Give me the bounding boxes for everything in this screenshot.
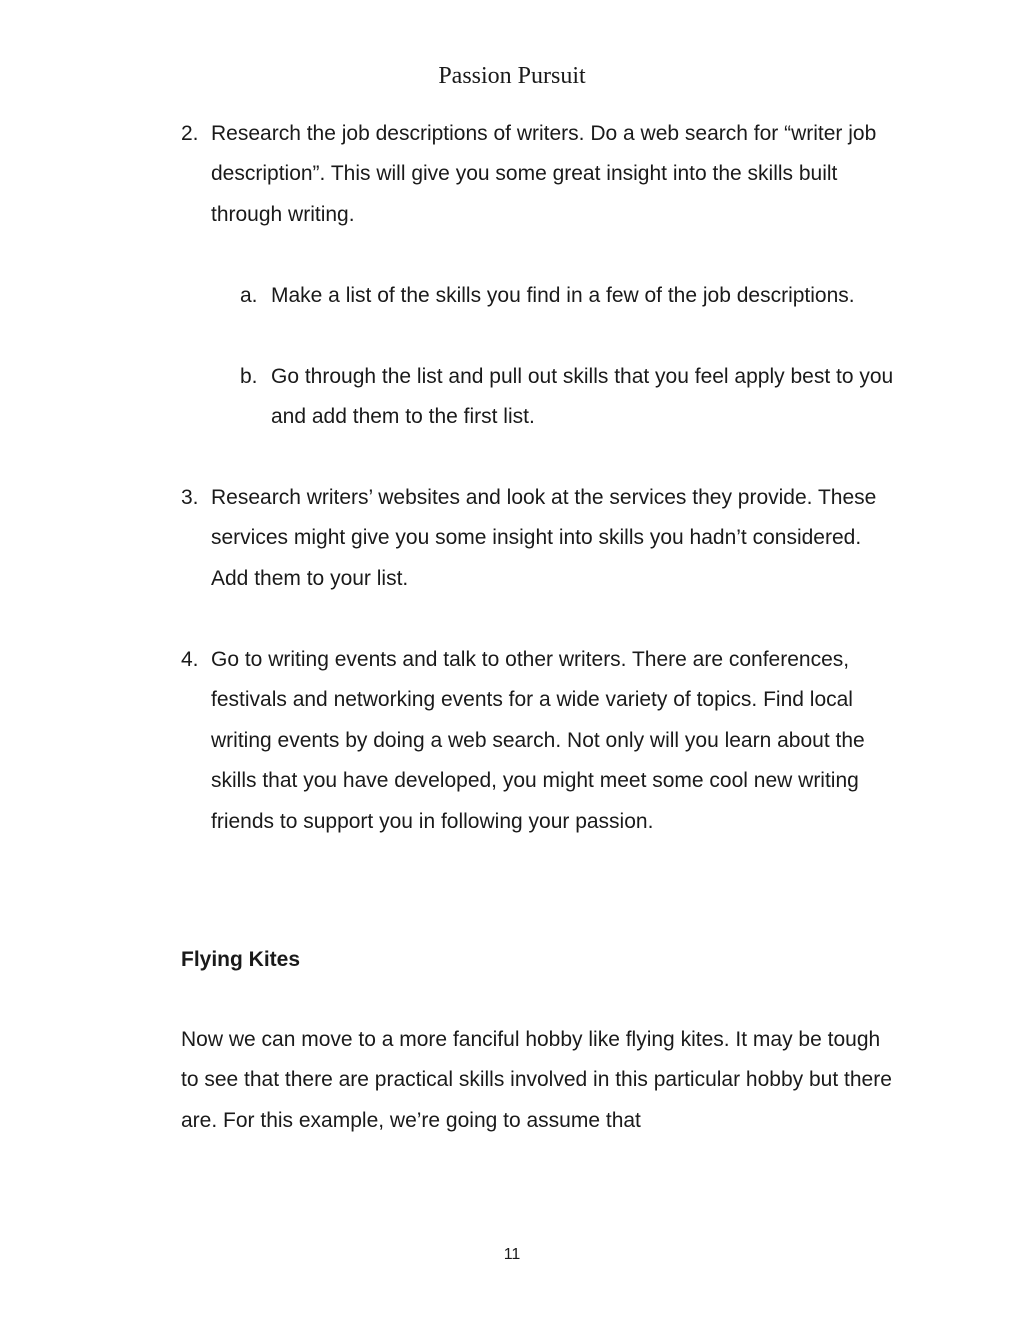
sub-list-item-text: Make a list of the skills you find in a few of the job descriptions. (271, 284, 855, 307)
list-item-2 (181, 114, 901, 235)
list-item-number: 3. (181, 486, 199, 509)
sub-list-item-b (240, 357, 900, 438)
list-item-4 (181, 640, 901, 842)
list-item-text: Research the job descriptions of writers. Do a web search for “writer job description”. This will give you some great insight into the skills built through writing. (211, 122, 877, 226)
list-item-text: Research writers’ websites and look at the services they provide. These services might give you some insight into skills you hadn’t considered. Add them to your list. (211, 486, 877, 590)
sub-list-item-text: Go through the list and pull out skills that you feel apply best to you and add them to the first list. (271, 365, 894, 429)
body-paragraph: Now we can move to a more fanciful hobby like flying kites. It may be tough to see that there are practical skills involved in this particular hobby but there are. For this example, we’re going to assume that (181, 1028, 892, 1132)
list-item-number: 2. (181, 122, 199, 145)
page-number: 11 (503, 1246, 521, 1263)
list-item-number: 4. (181, 648, 199, 671)
sub-list-item-a (240, 276, 900, 316)
sub-list-item-letter: a. (240, 284, 258, 307)
list-item-text: Go to writing events and talk to other writers. There are conferences, festivals and networking events for a wide variety of topics. Find local writing events by doing a web search. Not only will you learn about the skills that you have developed, you might meet some cool new writing friends to support you in following your passion. (211, 648, 865, 833)
section-heading: Flying Kites (181, 948, 301, 971)
list-item-3 (181, 478, 901, 599)
sub-list-item-letter: b. (240, 365, 258, 388)
running-header: Passion Pursuit (438, 63, 586, 89)
